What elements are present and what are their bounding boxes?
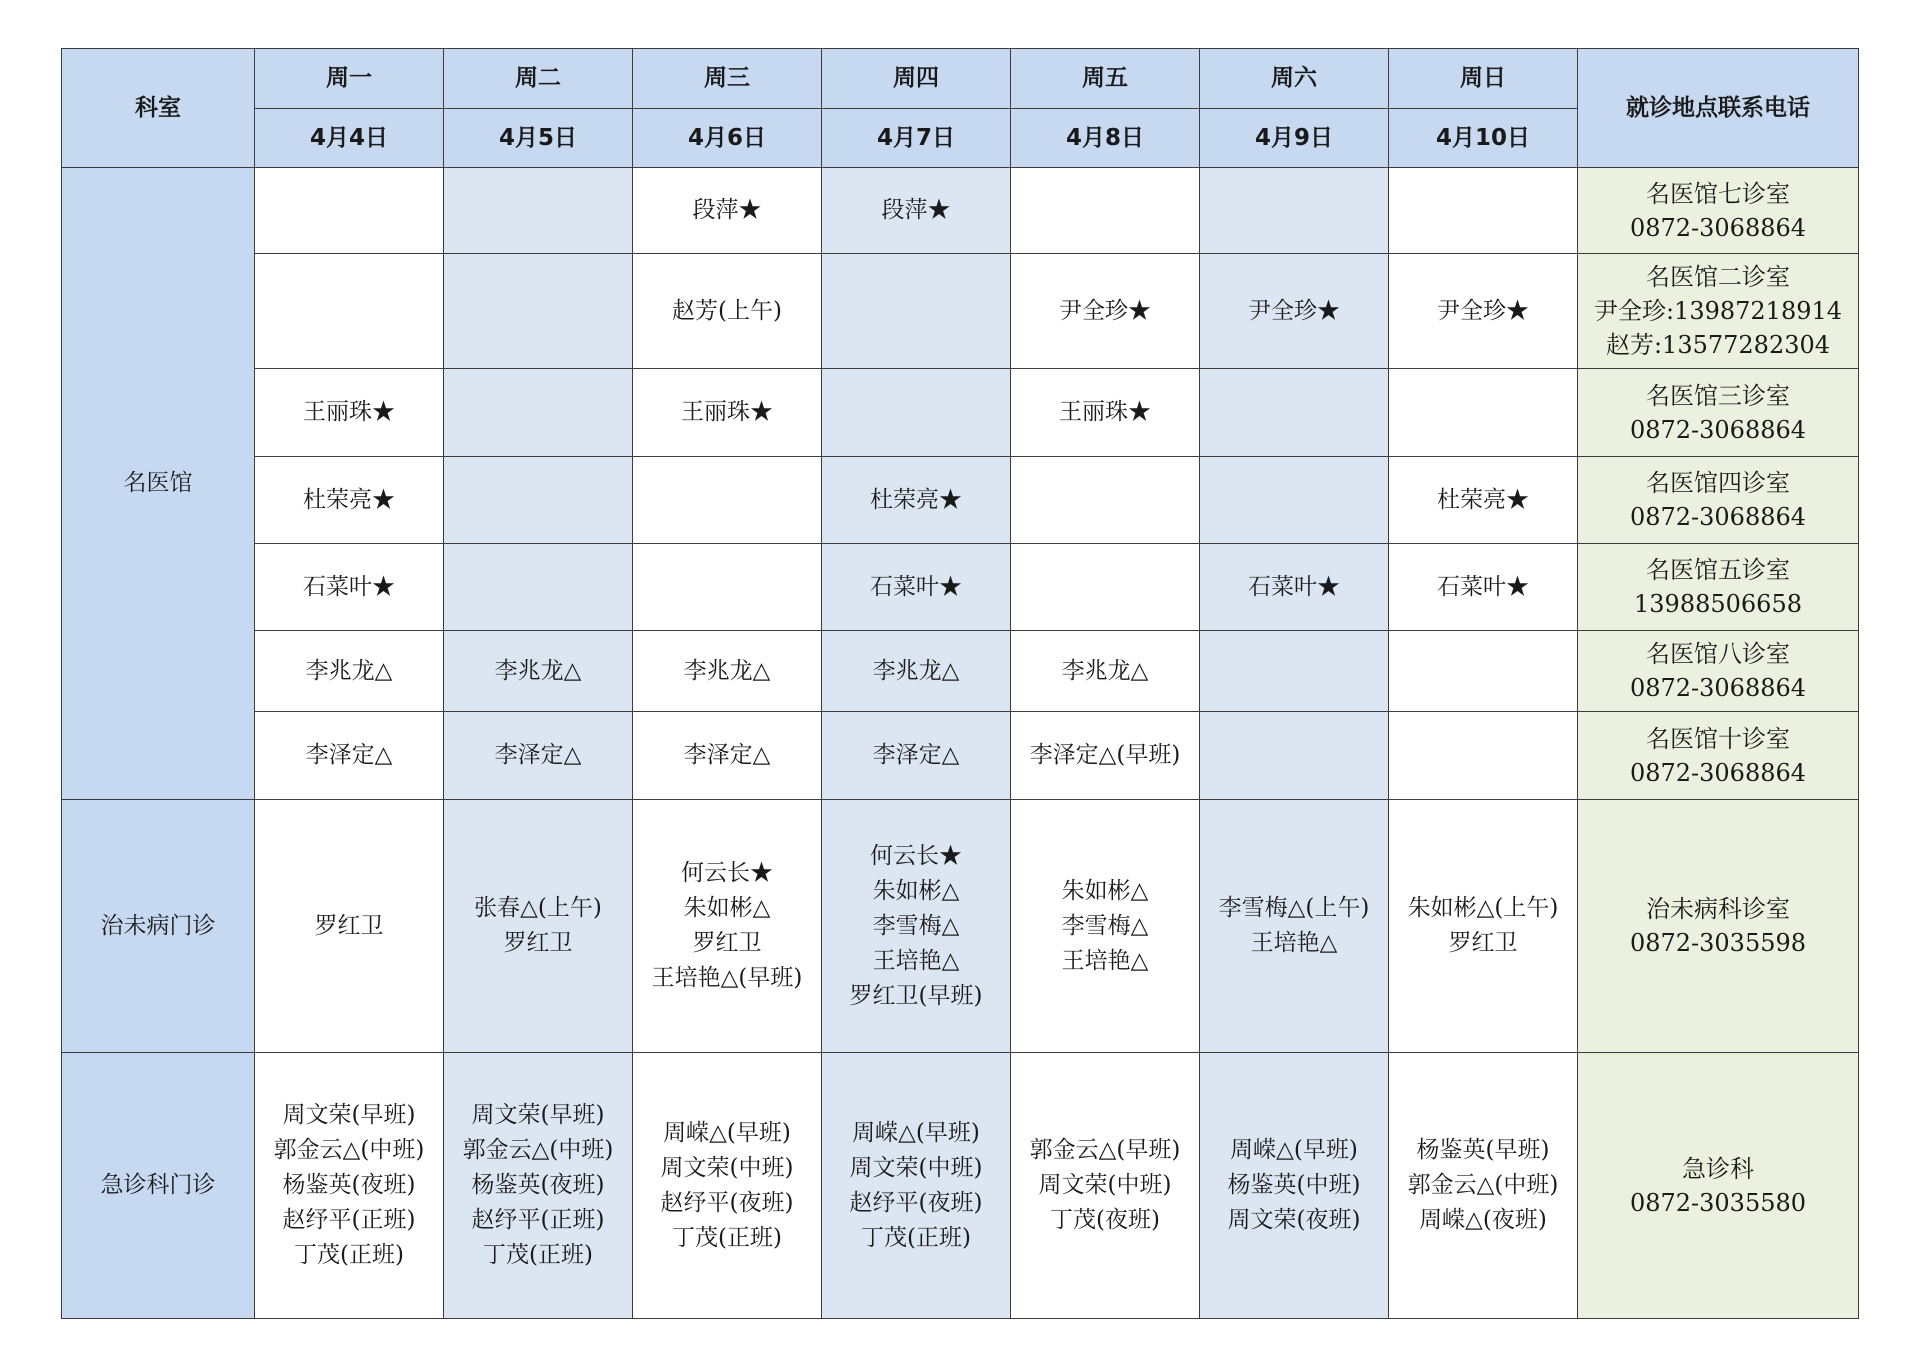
schedule-cell — [1200, 800, 1389, 1053]
header-row-days — [62, 49, 1859, 109]
schedule-cell — [444, 168, 633, 254]
department-cell: 治未病门诊 — [62, 800, 255, 1053]
schedule-cell — [822, 369, 1011, 457]
doctor-entry: 李雪梅△(上午) — [1218, 895, 1370, 921]
doctor-entry: 周文荣(中班) — [849, 1154, 983, 1181]
doctor-entry: 何云长★ — [681, 860, 773, 886]
contact-phone: 0872-3068864 — [1629, 674, 1807, 702]
doctor-entry: 郭金云△(早班) — [1029, 1137, 1181, 1163]
schedule-cell — [1389, 712, 1578, 800]
doctor-entry: 郭金云△(中班) — [1407, 1172, 1559, 1198]
schedule-cell — [822, 254, 1011, 369]
date-header: 4月5日 — [444, 109, 633, 168]
doctor-entry: 尹全珍★ — [1059, 297, 1151, 324]
doctor-entry: 丁茂(正班) — [483, 1242, 593, 1268]
doctor-entry: 周嵘△(早班) — [663, 1119, 791, 1146]
schedule-cell — [633, 457, 822, 544]
clinic-room-name: 急诊科 — [1682, 1154, 1754, 1183]
doctor-entry: 杨鉴英(中班) — [1227, 1172, 1361, 1198]
schedule-cell — [1011, 457, 1200, 544]
doctor-entry: 张春△(上午) — [474, 895, 602, 921]
schedule-cell — [1389, 800, 1578, 1053]
clinic-room-name: 名医馆二诊室 — [1646, 263, 1790, 291]
doctor-entry: 李泽定△(早班) — [1029, 742, 1181, 768]
doctor-entry: 赵芳(上午) — [672, 297, 782, 324]
doctor-entry: 周嵘△(早班) — [1230, 1137, 1358, 1163]
dept-column-header: 科室 — [62, 49, 255, 168]
location-cell — [1578, 544, 1859, 631]
doctor-entry: 李雪梅△ — [1061, 912, 1149, 939]
contact-phone: 0872-3035580 — [1629, 1188, 1807, 1217]
doctor-entry: 李泽定△ — [305, 742, 393, 768]
table-row — [62, 369, 1859, 457]
schedule-cell — [633, 254, 822, 369]
schedule-cell — [633, 712, 822, 800]
table-row — [62, 631, 1859, 712]
doctor-entry: 李兆龙△ — [1061, 657, 1149, 684]
contact-phone: 0872-3068864 — [1629, 415, 1807, 444]
schedule-cell — [444, 631, 633, 712]
location-cell — [1578, 457, 1859, 544]
date-header: 4月9日 — [1200, 109, 1389, 168]
location-cell — [1578, 1053, 1859, 1319]
doctor-entry: 何云长★ — [870, 842, 962, 869]
schedule-cell — [633, 1053, 822, 1319]
schedule-cell — [1200, 544, 1389, 631]
schedule-cell — [822, 457, 1011, 544]
schedule-cell — [1200, 631, 1389, 712]
doctor-entry: 罗红卫 — [314, 912, 384, 939]
schedule-cell — [1011, 712, 1200, 800]
location-cell — [1578, 631, 1859, 712]
clinic-room-name: 名医馆三诊室 — [1646, 381, 1790, 410]
doctor-entry: 周文荣(早班) — [471, 1102, 605, 1128]
day-header: 周二 — [444, 49, 633, 109]
contact-phone: 0872-3068864 — [1629, 758, 1807, 787]
schedule-cell — [444, 544, 633, 631]
doctor-entry: 尹全珍★ — [1437, 297, 1529, 324]
date-header: 4月8日 — [1011, 109, 1200, 168]
clinic-room-name: 名医馆八诊室 — [1646, 640, 1790, 668]
doctor-entry: 尹全珍★ — [1248, 297, 1340, 324]
location-column-header: 就诊地点联系电话 — [1578, 49, 1859, 168]
schedule-cell — [1011, 631, 1200, 712]
doctor-entry: 朱如彬△(上午) — [1407, 895, 1559, 921]
schedule-cell — [255, 631, 444, 712]
schedule-cell — [1200, 369, 1389, 457]
schedule-table — [61, 48, 1859, 1319]
schedule-cell — [822, 631, 1011, 712]
contact-phone: 0872-3068864 — [1629, 503, 1807, 531]
day-header: 周五 — [1011, 49, 1200, 109]
doctor-entry: 杨鉴英(夜班) — [282, 1172, 416, 1198]
contact-phone: 0872-3035598 — [1629, 929, 1807, 957]
doctor-entry: 王丽珠★ — [1059, 399, 1151, 425]
department-cell: 急诊科门诊 — [62, 1053, 255, 1319]
schedule-cell — [1200, 1053, 1389, 1319]
contact-phone: 0872-3068864 — [1629, 213, 1807, 242]
schedule-cell — [255, 544, 444, 631]
table-row — [62, 254, 1859, 369]
table-row — [62, 1053, 1859, 1319]
doctor-entry: 周嵘△(夜班) — [1419, 1207, 1547, 1233]
doctor-entry: 李兆龙△ — [872, 657, 960, 684]
clinic-room-name: 名医馆十诊室 — [1646, 724, 1790, 753]
schedule-cell — [822, 544, 1011, 631]
schedule-cell — [444, 712, 633, 800]
schedule-cell — [1011, 1053, 1200, 1319]
doctor-entry: 段萍★ — [881, 197, 951, 223]
schedule-cell — [1389, 457, 1578, 544]
doctor-entry: 周文荣(中班) — [660, 1154, 794, 1181]
table-row — [62, 800, 1859, 1053]
schedule-cell — [255, 254, 444, 369]
doctor-entry: 周文荣(中班) — [1038, 1172, 1172, 1198]
schedule-cell — [633, 369, 822, 457]
doctor-entry: 石菜叶★ — [303, 573, 395, 600]
doctor-entry: 赵纾平(夜班) — [849, 1189, 983, 1216]
clinic-room-name: 治未病科诊室 — [1646, 895, 1790, 923]
table-row — [62, 544, 1859, 631]
doctor-entry: 朱如彬△ — [683, 895, 771, 921]
schedule-cell — [1011, 800, 1200, 1053]
doctor-entry: 郭金云△(中班) — [462, 1137, 614, 1163]
doctor-entry: 李泽定△ — [872, 742, 960, 768]
schedule-cell — [1011, 544, 1200, 631]
doctor-entry: 李雪梅△ — [872, 912, 960, 939]
schedule-cell — [255, 1053, 444, 1319]
schedule-cell — [1011, 254, 1200, 369]
location-cell — [1578, 800, 1859, 1053]
location-cell — [1578, 168, 1859, 254]
doctor-entry: 罗红卫 — [1448, 930, 1518, 956]
location-cell — [1578, 369, 1859, 457]
clinic-room-name: 名医馆四诊室 — [1646, 469, 1790, 497]
doctor-entry: 李兆龙△ — [494, 657, 582, 684]
schedule-cell — [444, 457, 633, 544]
doctor-entry: 石菜叶★ — [1248, 573, 1340, 600]
schedule-cell — [1200, 712, 1389, 800]
day-header: 周一 — [255, 49, 444, 109]
schedule-cell — [444, 800, 633, 1053]
schedule-cell — [1389, 168, 1578, 254]
table-row — [62, 712, 1859, 800]
doctor-entry: 朱如彬△ — [1061, 877, 1149, 904]
day-header: 周六 — [1200, 49, 1389, 109]
doctor-entry: 周文荣(早班) — [282, 1102, 416, 1128]
doctor-entry: 杜荣亮★ — [870, 486, 962, 513]
doctor-entry: 丁茂(正班) — [672, 1224, 782, 1251]
day-header: 周四 — [822, 49, 1011, 109]
schedule-cell — [1389, 369, 1578, 457]
doctor-entry: 周嵘△(早班) — [852, 1119, 980, 1146]
doctor-entry: 罗红卫 — [692, 930, 762, 956]
schedule-cell — [822, 168, 1011, 254]
doctor-entry: 李泽定△ — [683, 742, 771, 768]
table-row — [62, 457, 1859, 544]
doctor-entry: 杨鉴英(夜班) — [471, 1172, 605, 1198]
schedule-cell — [255, 712, 444, 800]
schedule-cell — [633, 168, 822, 254]
schedule-cell — [1011, 369, 1200, 457]
doctor-entry: 段萍★ — [692, 197, 762, 223]
schedule-cell — [1200, 168, 1389, 254]
schedule-cell — [1011, 168, 1200, 254]
schedule-cell — [1389, 1053, 1578, 1319]
date-header: 4月4日 — [255, 109, 444, 168]
schedule-cell — [255, 800, 444, 1053]
schedule-cell — [1200, 254, 1389, 369]
schedule-cell — [822, 800, 1011, 1053]
date-header: 4月6日 — [633, 109, 822, 168]
schedule-body — [62, 168, 1859, 1319]
date-header: 4月10日 — [1389, 109, 1578, 168]
doctor-entry: 石菜叶★ — [1437, 573, 1529, 600]
schedule-cell — [1200, 457, 1389, 544]
doctor-entry: 李兆龙△ — [305, 657, 393, 684]
doctor-entry: 郭金云△(中班) — [273, 1137, 425, 1163]
doctor-entry: 周文荣(夜班) — [1227, 1207, 1361, 1233]
doctor-entry: 王培艳△ — [872, 947, 960, 974]
doctor-entry: 李兆龙△ — [683, 657, 771, 684]
day-header: 周日 — [1389, 49, 1578, 109]
doctor-entry: 赵纾平(夜班) — [660, 1189, 794, 1216]
schedule-cell — [1389, 631, 1578, 712]
schedule-cell — [444, 254, 633, 369]
clinic-room-name: 名医馆七诊室 — [1646, 179, 1790, 208]
location-cell — [1578, 254, 1859, 369]
doctor-entry: 王培艳△(早班) — [651, 965, 803, 991]
schedule-cell — [255, 369, 444, 457]
schedule-cell — [633, 631, 822, 712]
schedule-cell — [1389, 544, 1578, 631]
doctor-entry: 王丽珠★ — [681, 399, 773, 425]
doctor-entry: 石菜叶★ — [870, 573, 962, 600]
doctor-entry: 赵纾平(正班) — [282, 1207, 416, 1233]
table-row — [62, 168, 1859, 254]
doctor-entry: 丁茂(正班) — [861, 1224, 971, 1251]
schedule-cell — [822, 1053, 1011, 1319]
doctor-entry: 杜荣亮★ — [303, 486, 395, 513]
doctor-entry: 杜荣亮★ — [1437, 486, 1529, 513]
doctor-entry: 王培艳△ — [1250, 930, 1338, 956]
clinic-room-name: 名医馆五诊室 — [1646, 556, 1790, 584]
contact-phone: 13988506658 — [1634, 590, 1802, 618]
schedule-cell — [444, 1053, 633, 1319]
location-cell — [1578, 712, 1859, 800]
doctor-entry: 李泽定△ — [494, 742, 582, 768]
department-cell: 名医馆 — [62, 168, 255, 800]
doctor-entry: 朱如彬△ — [872, 877, 960, 904]
schedule-cell — [444, 369, 633, 457]
doctor-entry: 丁茂(夜班) — [1050, 1207, 1160, 1233]
schedule-cell — [633, 800, 822, 1053]
schedule-cell — [1389, 254, 1578, 369]
schedule-cell — [255, 168, 444, 254]
doctor-entry: 赵纾平(正班) — [471, 1207, 605, 1233]
schedule-cell — [255, 457, 444, 544]
contact-phone: 尹全珍:13987218914 — [1593, 297, 1843, 325]
schedule-cell — [633, 544, 822, 631]
schedule-cell — [822, 712, 1011, 800]
doctor-entry: 丁茂(正班) — [294, 1242, 404, 1268]
doctor-entry: 罗红卫(早班) — [849, 982, 983, 1009]
date-header: 4月7日 — [822, 109, 1011, 168]
doctor-entry: 罗红卫 — [503, 930, 573, 956]
doctor-entry: 杨鉴英(早班) — [1416, 1137, 1550, 1163]
day-header: 周三 — [633, 49, 822, 109]
contact-phone: 赵芳:13577282304 — [1605, 331, 1831, 359]
doctor-entry: 王培艳△ — [1061, 947, 1149, 974]
doctor-entry: 王丽珠★ — [303, 399, 395, 425]
